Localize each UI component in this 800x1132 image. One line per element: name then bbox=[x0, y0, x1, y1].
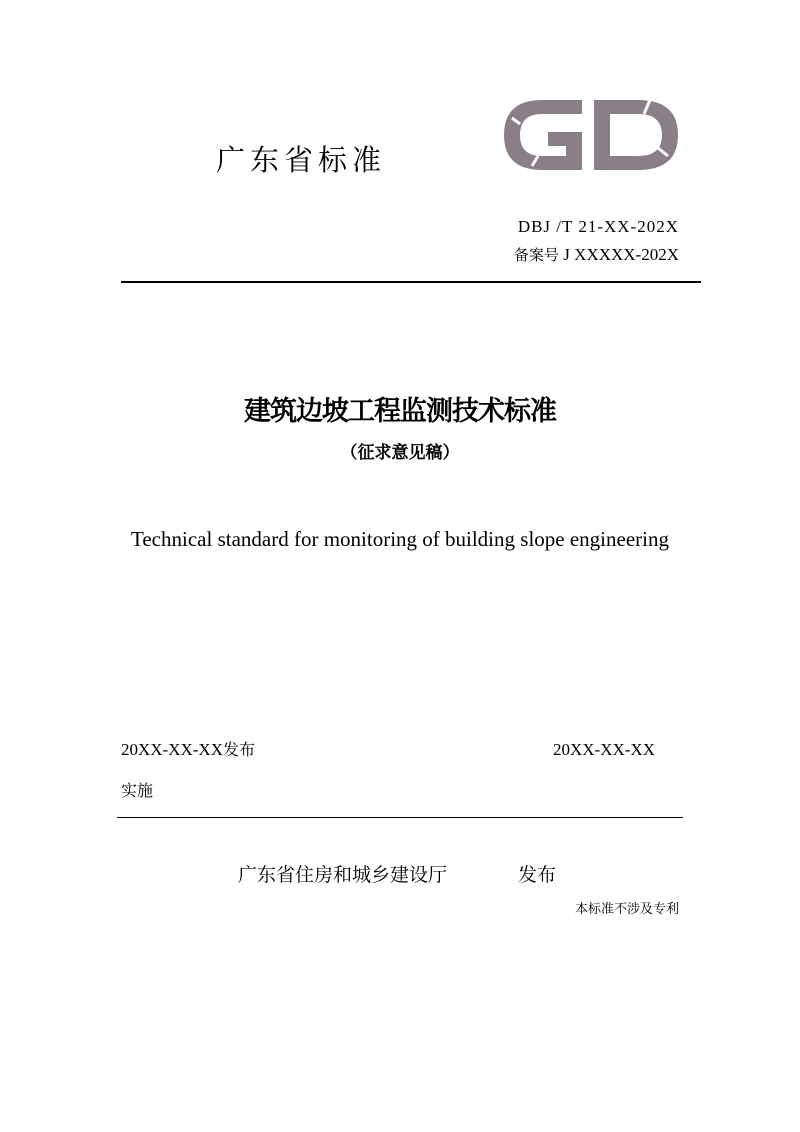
province-standard-title: 广东省标准 bbox=[216, 143, 387, 177]
record-number: J XXXXX-202X bbox=[563, 245, 679, 264]
issue-date-line bbox=[121, 738, 255, 762]
patent-note: 本标准不涉及专利 bbox=[574, 902, 679, 917]
record-label: 备案号 bbox=[514, 246, 560, 264]
document-title: 建筑边坡工程监测技术标准 bbox=[244, 396, 556, 427]
publish-label: 发布 bbox=[518, 864, 557, 886]
implement-label: 实施 bbox=[121, 781, 154, 800]
record-number-line bbox=[514, 244, 679, 266]
header-divider bbox=[121, 281, 701, 283]
draft-label: （征求意见稿） bbox=[340, 443, 460, 463]
implement-date: 20XX-XX-XX bbox=[553, 740, 655, 759]
gd-logo bbox=[498, 90, 684, 180]
publisher: 广东省住房和城乡建设厅 bbox=[238, 864, 448, 886]
standard-code: DBJ /T 21-XX-202X bbox=[517, 217, 679, 236]
footer-divider bbox=[117, 817, 683, 818]
issue-label: 发布 bbox=[222, 740, 255, 759]
issue-date: 20XX-XX-XX bbox=[121, 740, 223, 759]
english-title: Technical standard for monitoring of building slope engineering bbox=[131, 527, 669, 551]
